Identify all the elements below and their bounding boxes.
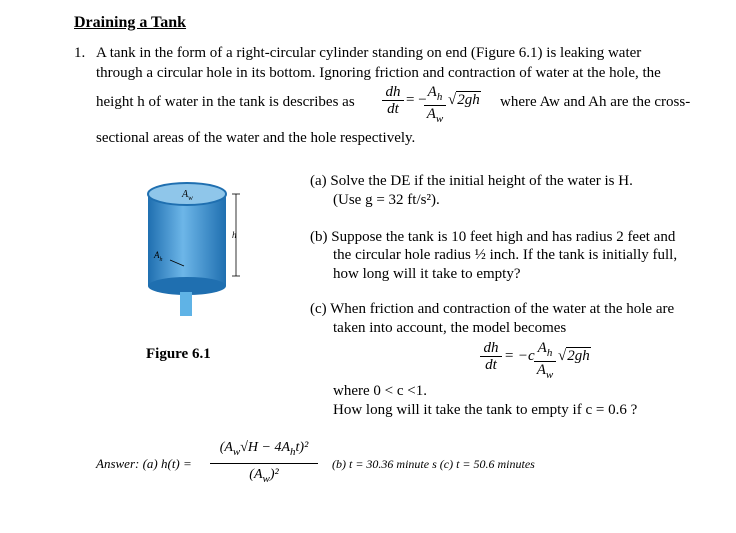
eq2-equals: = −c	[504, 348, 535, 364]
answer-bc: (b) t = 30.36 minute s (c) t = 50.6 minutes	[332, 457, 535, 471]
part-c-line-3: where 0 < c <1.	[333, 383, 427, 399]
problem-line-3-end: where Aw and Ah are the cross-	[500, 94, 691, 110]
eq1-area-ratio: $A_h$ $A_w$	[424, 84, 446, 127]
eq2-area-ratio: $A_h$ $A_w$	[534, 340, 556, 383]
tank-figure	[140, 172, 250, 320]
part-a-line-1: (a) Solve the DE if the initial height of the water is H.	[310, 173, 633, 189]
problem-line-3-start: height h of water in the tank is describes as	[96, 94, 355, 110]
eq1-sqrt: √2gh	[448, 92, 480, 108]
ah-label: $A_h$	[154, 250, 163, 263]
part-b-line-3: how long will it take to empty?	[333, 266, 521, 282]
part-c-line-2: taken into account, the model becomes	[333, 320, 567, 336]
tank-body	[148, 194, 226, 286]
part-c-line-1: (c) When friction and contraction of the water at the hole are	[310, 301, 675, 317]
h-label: h	[232, 230, 237, 240]
eq2-sqrt: √2gh	[558, 348, 590, 364]
aw-label: $A_w$	[182, 189, 193, 202]
water-stream	[180, 292, 192, 316]
page-title: Draining a Tank	[74, 14, 187, 31]
part-c-line-4: How long will it take the tank to empty if c = 0.6 ?	[333, 402, 638, 418]
answer-a-fraction: $(A_w√H - 4A_ht)^2$ $(A_w)^2$	[210, 440, 318, 487]
eq1-dhdt: dh dt	[382, 84, 404, 117]
part-b-line-1: (b) Suppose the tank is 10 feet high and has radius 2 feet and	[310, 229, 676, 245]
part-b-line-2: the circular hole radius ½ inch. If the tank is initially full,	[333, 247, 678, 263]
problem-number: 1.	[74, 45, 86, 61]
problem-line-1: A tank in the form of a right-circular cylinder standing on end (Figure 6.1) is leaking water	[96, 45, 642, 61]
eq2-dhdt: dh dt	[480, 340, 502, 373]
problem-line-2: through a circular hole in its bottom. Ignoring friction and contraction of water at the hole, the	[96, 65, 661, 81]
problem-line-4: sectional areas of the water and the hole respectively.	[96, 130, 416, 146]
answer-prefix: Answer: (a) h(t) =	[96, 456, 192, 471]
figure-label: Figure 6.1	[146, 346, 211, 362]
part-a-line-2: (Use g = 32 ft/s²).	[333, 192, 440, 208]
eq1-equals: = −	[406, 92, 427, 108]
